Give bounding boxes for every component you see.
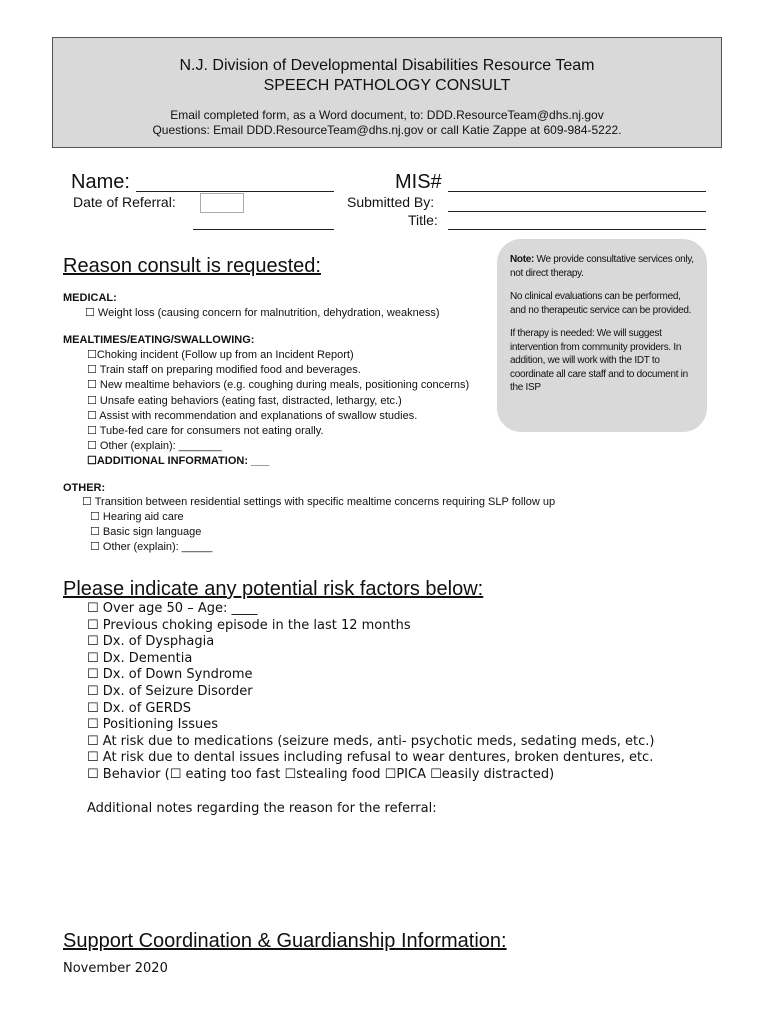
risk-list — [87, 601, 654, 784]
header-questions-line: Questions: Email DDD.ResourceTeam@dhs.nj.gov or call Katie Zappe at 609-984-5222. — [152, 123, 622, 137]
note-bold: Note: — [510, 254, 535, 265]
name-field[interactable] — [136, 191, 334, 192]
mealtimes-item[interactable]: ☐ Tube-fed care for consumers not eating orally. — [87, 425, 324, 438]
other-item[interactable]: ☐ Basic sign language — [90, 526, 202, 539]
header-box — [52, 37, 722, 148]
date-of-referral-field[interactable] — [200, 193, 244, 213]
note-text-1: We provide consultative services only, not direct therapy. — [510, 254, 694, 279]
risk-item[interactable]: ☐ Dx. of GERDS — [87, 700, 191, 716]
risk-item[interactable]: ☐ Dx. Dementia — [87, 650, 193, 666]
note-paragraph-2: No clinical evaluations can be performed, and no therapeutic service can be provided. — [510, 291, 692, 316]
risk-item[interactable]: ☐ At risk due to dental issues including refusal to wear dentures, broken dentures, etc. — [87, 750, 654, 766]
mealtimes-list — [87, 348, 469, 470]
note-paragraph-1 — [510, 253, 695, 280]
other-item[interactable]: ☐ Other (explain): _____ — [90, 541, 213, 554]
additional-information-item[interactable]: ☐ADDITIONAL INFORMATION: ___ — [87, 455, 270, 468]
other-list — [90, 510, 212, 556]
title-label: Title: — [408, 212, 438, 228]
risk-item[interactable]: ☐ Dx. of Down Syndrome — [87, 667, 253, 683]
other-label: OTHER: — [63, 482, 106, 494]
mealtimes-label: MEALTIMES/EATING/SWALLOWING: — [63, 334, 255, 346]
footer-date: November 2020 — [63, 961, 168, 976]
mealtimes-item[interactable]: ☐ Unsafe eating behaviors (eating fast, distracted, lethargy, etc.) — [87, 394, 402, 407]
risk-heading: Please indicate any potential risk factors below: — [63, 578, 484, 600]
other-item-transition[interactable]: ☐ Transition between residential settings with specific mealtime concerns requiring SLP follow up — [82, 496, 556, 508]
medical-label: MEDICAL: — [63, 292, 117, 304]
mis-field[interactable] — [448, 191, 706, 192]
medical-item-weight-loss[interactable]: ☐ Weight loss (causing concern for malnutrition, dehydration, weakness) — [85, 307, 440, 319]
note-paragraph-3: If therapy is needed: We will suggest intervention from community providers. In addition, we will work with the IDT to coordinate all care staff and to document in the ISP — [510, 328, 688, 393]
submitted-by-field[interactable] — [448, 211, 706, 212]
risk-item[interactable]: ☐ Over age 50 – Age: ____ — [87, 601, 258, 616]
submitted-by-label: Submitted By: — [347, 194, 435, 210]
header-title: N.J. Division of Developmental Disabilities Resource Team — [179, 57, 595, 74]
header-email-line: Email completed form, as a Word document, to: DDD.ResourceTeam@dhs.nj.gov — [170, 108, 604, 122]
mealtimes-item[interactable]: ☐ Assist with recommendation and explanations of swallow studies. — [87, 409, 418, 422]
title-field[interactable] — [448, 229, 706, 230]
risk-item[interactable]: ☐ Positioning Issues — [87, 717, 219, 733]
risk-item[interactable]: ☐ At risk due to medications (seizure meds, anti- psychotic meds, sedating meds, etc.) — [87, 733, 655, 749]
mealtimes-item[interactable]: ☐ Other (explain): _______ — [87, 440, 222, 453]
mealtimes-item[interactable]: ☐ Train staff on preparing modified food and beverages. — [87, 364, 361, 377]
date-of-referral-line[interactable] — [193, 229, 334, 230]
note-box — [497, 239, 707, 432]
reason-heading: Reason consult is requested: — [63, 255, 321, 277]
mealtimes-item[interactable]: ☐Choking incident (Follow up from an Incident Report) — [87, 349, 354, 361]
risk-item[interactable]: ☐ Dx. of Seizure Disorder — [87, 683, 253, 699]
support-heading: Support Coordination & Guardianship Information: — [63, 930, 507, 952]
additional-notes-label: Additional notes regarding the reason for the referral: — [87, 801, 437, 816]
name-label: Name: — [71, 171, 130, 193]
risk-item[interactable]: ☐ Behavior (☐ eating too fast ☐stealing food ☐PICA ☐easily distracted) — [87, 766, 555, 782]
mealtimes-item[interactable]: ☐ New mealtime behaviors (e.g. coughing during meals, positioning concerns) — [87, 379, 470, 392]
date-of-referral-label: Date of Referral: — [73, 194, 176, 210]
header-subtitle: SPEECH PATHOLOGY CONSULT — [263, 77, 511, 94]
risk-item[interactable]: ☐ Previous choking episode in the last 12 months — [87, 617, 411, 633]
other-item[interactable]: ☐ Hearing aid care — [90, 511, 184, 523]
risk-item[interactable]: ☐ Dx. of Dysphagia — [87, 634, 215, 650]
mis-label: MIS# — [395, 171, 442, 193]
